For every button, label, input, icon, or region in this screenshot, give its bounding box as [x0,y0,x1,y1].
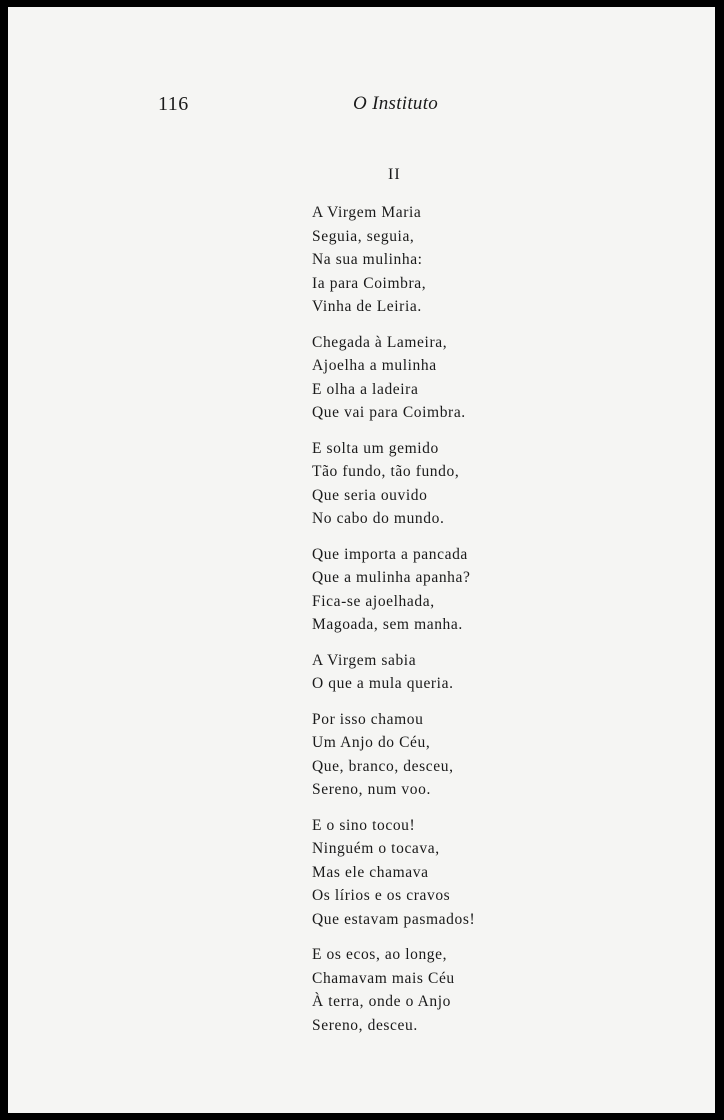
poem-line: Que a mulinha apanha? [312,569,471,586]
poem-line: Chamavam mais Céu [312,969,455,987]
poem-line: Ia para Coimbra, [312,274,427,292]
poem-line: Que vai para Coimbra. [312,404,466,421]
poem-line: E os ecos, ao longe, [312,946,448,963]
poem-line: Que, branco, desceu, [312,757,454,775]
stanza [312,201,475,319]
stanza [312,708,475,802]
section-number: II [388,166,401,183]
stanza [312,331,475,425]
poem-line: Sereno, desceu. [312,1016,418,1034]
stanza [312,814,475,932]
poem-line: Chegada à Lameira, [312,333,448,351]
poem-line: Um Anjo do Céu, [312,734,431,751]
poem-line: Tão fundo, tão fundo, [312,463,460,480]
poem-line: Ninguém o tocava, [312,840,440,857]
poem-line: Por isso chamou [312,710,424,728]
poem-line: No cabo do mundo. [312,510,445,527]
poem-line: Vinha de Leiria. [312,298,422,315]
poem-line: O que a mula queria. [312,675,454,692]
poem-line: E olha a ladeira [312,380,419,398]
stanza [312,437,475,531]
running-title: O Instituto [353,93,439,114]
poem-line: Sereno, num voo. [312,781,431,798]
poem-line: Na sua mulinha: [312,251,423,268]
poem-line: Os lírios e os cravos [312,887,451,904]
poem-line: E solta um gemido [312,439,439,457]
poem-line: Que estavam pasmados! [312,910,476,928]
poem [312,201,475,1049]
book-page [8,7,715,1113]
stanza [312,543,475,637]
page-number: 116 [158,93,189,115]
poem-line: Que importa a pancada [312,545,468,563]
stanza [312,649,475,696]
stanza [312,943,475,1037]
poem-line: À terra, onde o Anjo [312,993,451,1010]
poem-line: E o sino tocou! [312,816,416,834]
poem-line: Ajoelha a mulinha [312,357,437,374]
poem-line: Fica-se ajoelhada, [312,592,435,610]
poem-line: Mas ele chamava [312,863,429,881]
poem-line: Magoada, sem manha. [312,616,463,633]
poem-line: A Virgem Maria [312,204,422,221]
poem-line: A Virgem sabia [312,651,417,669]
poem-line: Que seria ouvido [312,486,428,504]
poem-line: Seguia, seguia, [312,227,415,245]
